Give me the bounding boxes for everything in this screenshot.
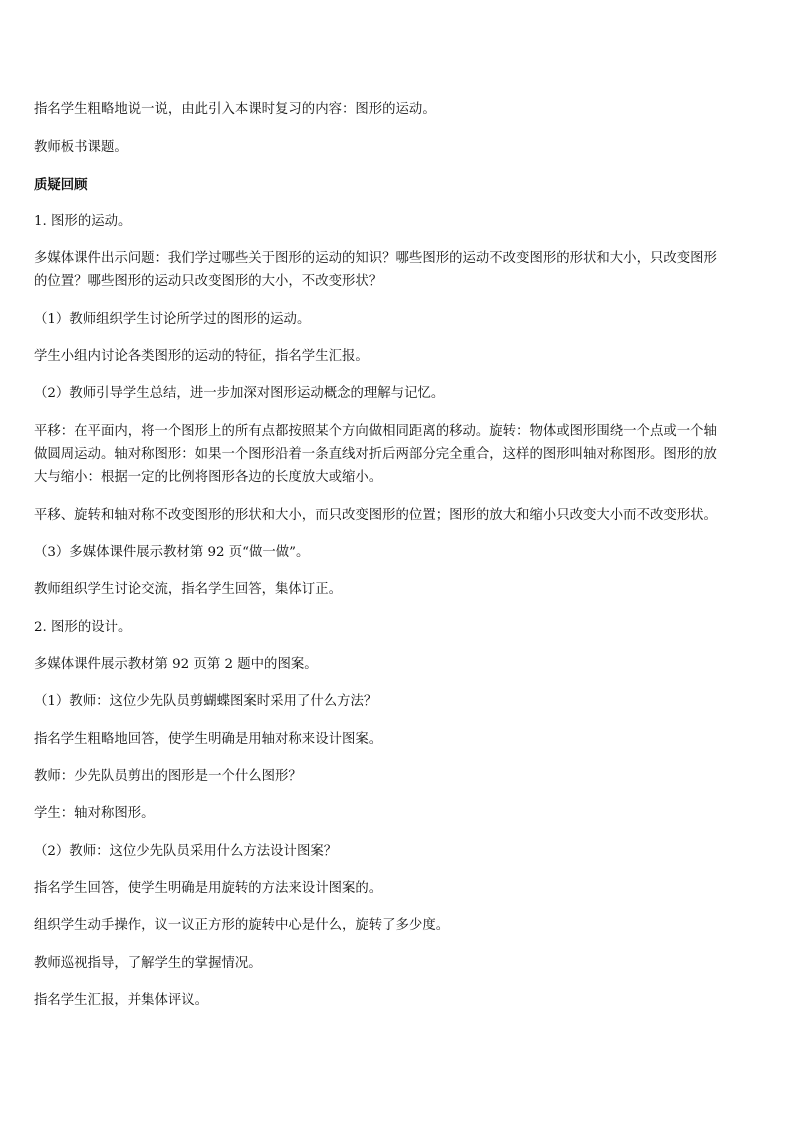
paragraph: （1）教师组织学生讨论所学过的图形的运动。 — [34, 312, 311, 327]
paragraph: （2）教师引导学生总结，进一步加深对图形运动概念的理解与记忆。 — [34, 386, 445, 401]
paragraph-line: 的位置？哪些图形的运动只改变图形的大小，不改变形状？ — [34, 274, 383, 289]
paragraph: 多媒体课件展示教材第 92 页第 2 题中的图案。 — [34, 657, 318, 672]
paragraph: 指名学生粗略地说一说，由此引入本课时复习的内容：图形的运动。 — [34, 102, 436, 117]
paragraph: 教师组织学生讨论交流，指名学生回答，集体订正。 — [34, 582, 342, 597]
paragraph-line: 做圆周运动。轴对称图形：如果一个图形沿着一条直线对折后两部分完全重合，这样的图形叫轴对称图形。图形的放 — [34, 447, 717, 462]
paragraph: 教师板书课题。 — [34, 140, 128, 155]
paragraph: （3）多媒体课件展示教材第 92 页“做一做”。 — [34, 545, 310, 560]
paragraph: 教师巡视指导，了解学生的掌握情况。 — [34, 956, 262, 971]
paragraph: 学生：轴对称图形。 — [34, 806, 155, 821]
section-heading: 质疑回顾 — [34, 177, 88, 193]
paragraph: 组织学生动手操作，议一议正方形的旋转中心是什么，旋转了多少度。 — [34, 918, 450, 933]
paragraph: 指名学生粗略地回答，使学生明确是用轴对称来设计图案。 — [34, 732, 383, 747]
numbered-item: 1. 图形的运动。 — [34, 214, 132, 229]
numbered-item: 2. 图形的设计。 — [34, 620, 132, 635]
paragraph: 教师：少先队员剪出的图形是一个什么图形？ — [34, 769, 302, 784]
paragraph: （2）教师：这位少先队员采用什么方法设计图案？ — [34, 844, 338, 859]
paragraph: 指名学生回答，使学生明确是用旋转的方法来设计图案的。 — [34, 881, 383, 896]
paragraph: 学生小组内讨论各类图形的运动的特征，指名学生汇报。 — [34, 349, 369, 364]
paragraph-line: 多媒体课件出示问题：我们学过哪些关于图形的运动的知识？哪些图形的运动不改变图形的形状和大小，只改变图形 — [34, 251, 717, 266]
paragraph: 指名学生汇报，并集体评议。 — [34, 993, 209, 1008]
paragraph-line: 平移：在平面内，将一个图形上的所有点都按照某个方向做相同距离的移动。旋转：物体或图形围绕一个点或一个轴 — [34, 424, 717, 439]
paragraph-line: 大与缩小：根据一定的比例将图形各边的长度放大或缩小。 — [34, 470, 383, 485]
paragraph: 平移、旋转和轴对称不改变图形的形状和大小，而只改变图形的位置；图形的放大和缩小只改变大小而不改变形状。 — [34, 508, 717, 523]
paragraph: （1）教师：这位少先队员剪蝴蝶图案时采用了什么方法？ — [34, 694, 378, 709]
